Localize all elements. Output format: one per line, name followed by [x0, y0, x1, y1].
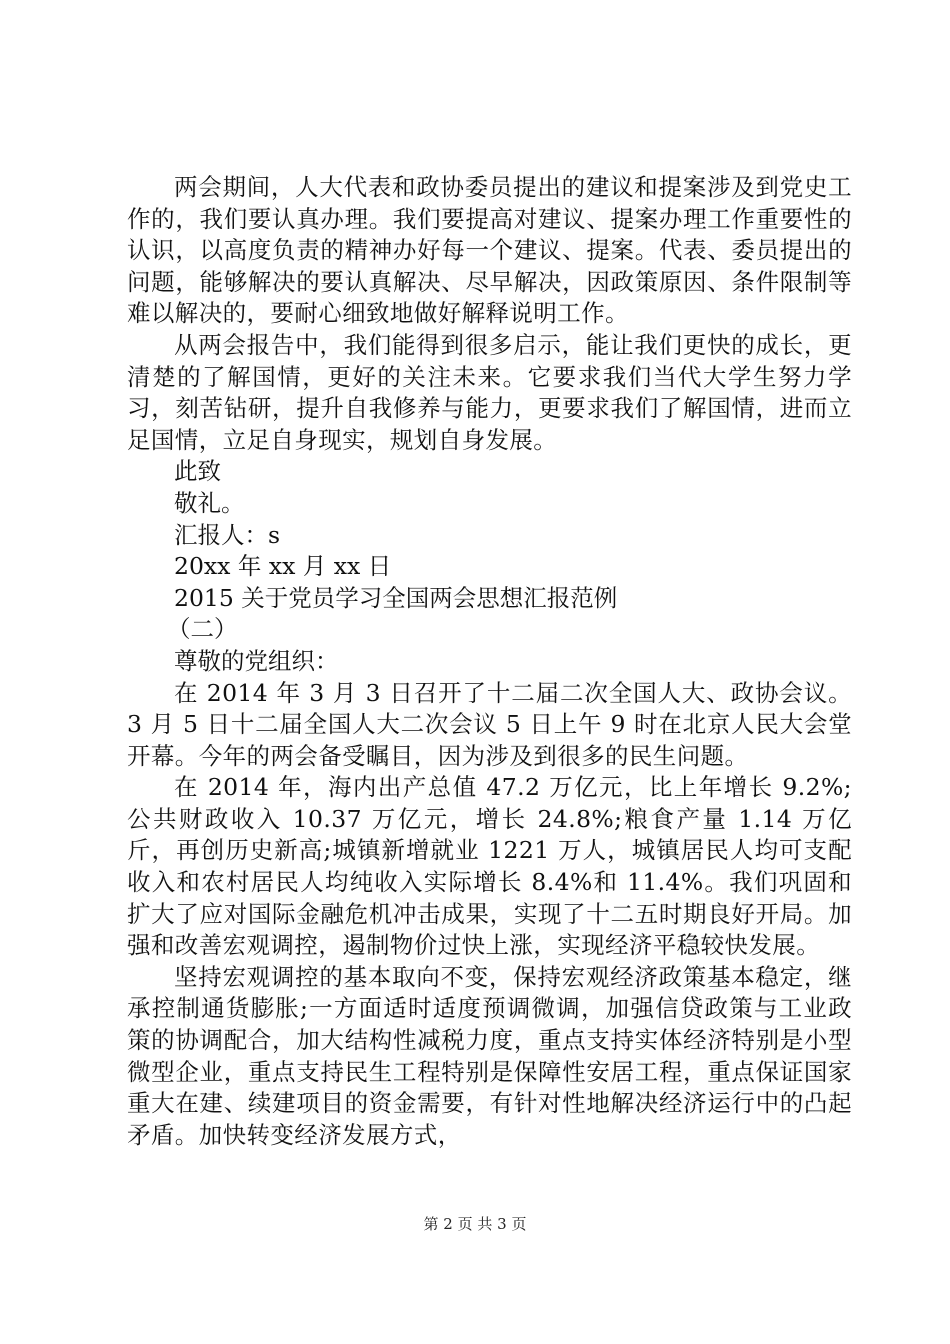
- paragraph-nppc-proposals: 两会期间，人大代表和政协委员提出的建议和提案涉及到党史工作的，我们要认真办理。我们要提高对建议、提案办理工作重要性的认识，以高度负责的精神办好每一个建议、提案。代表、委员提出的问题，能够解决的要认真解决、尽早解决，因政策原因、条件限制等难以解决的，要耐心细致地做好解释说明工作。: [127, 173, 852, 328]
- paragraph-economic-figures: 在 2014 年，海内出产总值 47.2 万亿元，比上年增长 9.2%;公共财政收入 10.37 万亿元，增长 24.8%;粮食产量 1.14 万亿斤，再创历史新高;城镇新增就业 1221 万人，城镇居民人均可支配收入和农村居民人均纯收入实际增长 8.4%和 11.4%。我们巩固和扩大了应对国际金融危机冲击成果，实现了十二五时期良好开局。加强和改善宏观调控，遏制物价过快上涨，实现经济平稳较快发展。: [127, 773, 852, 960]
- closing-salute-1: 此致: [174, 457, 221, 486]
- second-report-number: （二）: [167, 615, 238, 644]
- paragraph-lessons: 从两会报告中，我们能得到很多启示，能让我们更快的成长，更清楚的了解国情，更好的关注未来。它要求我们当代大学生努力学习，刻苦钻研，提升自我修养与能力，更要求我们了解国情，进而立足国情，立足自身现实，规划自身发展。: [127, 330, 852, 454]
- document-body: [127, 172, 852, 1151]
- second-report-title: 2015 关于党员学习全国两会思想汇报范例: [174, 583, 618, 612]
- salutation: 尊敬的党组织：: [174, 646, 339, 675]
- paragraph-meeting-opening: 在 2014 年 3 月 3 日召开了十二届二次全国人大、政协会议。3 月 5 日十二届全国人大二次会议 5 日上午 9 时在北京人民大会堂开幕。今年的两会备受瞩目，因为涉及到很多的民生问题。: [127, 678, 852, 770]
- closing-salute-2: 敬礼。: [174, 488, 245, 517]
- reporter-line: 汇报人：s: [174, 520, 281, 549]
- date-line: 20xx 年 xx 月 xx 日: [174, 552, 392, 581]
- paragraph-macro-policy: 坚持宏观调控的基本取向不变，保持宏观经济政策基本稳定，继承控制通货膨胀;一方面适时适度预调微调，加强信贷政策与工业政策的协调配合，加大结构性减税力度，重点支持实体经济特别是小型微型企业，重点支持民生工程特别是保障性安居工程，重点保证国家重大在建、续建项目的资金需要，有针对性地解决经济运行中的凸起矛盾。加快转变经济发展方式，: [127, 962, 852, 1149]
- page-footer: [0, 1214, 950, 1234]
- page-number: 第 2 页 共 3 页: [423, 1215, 527, 1233]
